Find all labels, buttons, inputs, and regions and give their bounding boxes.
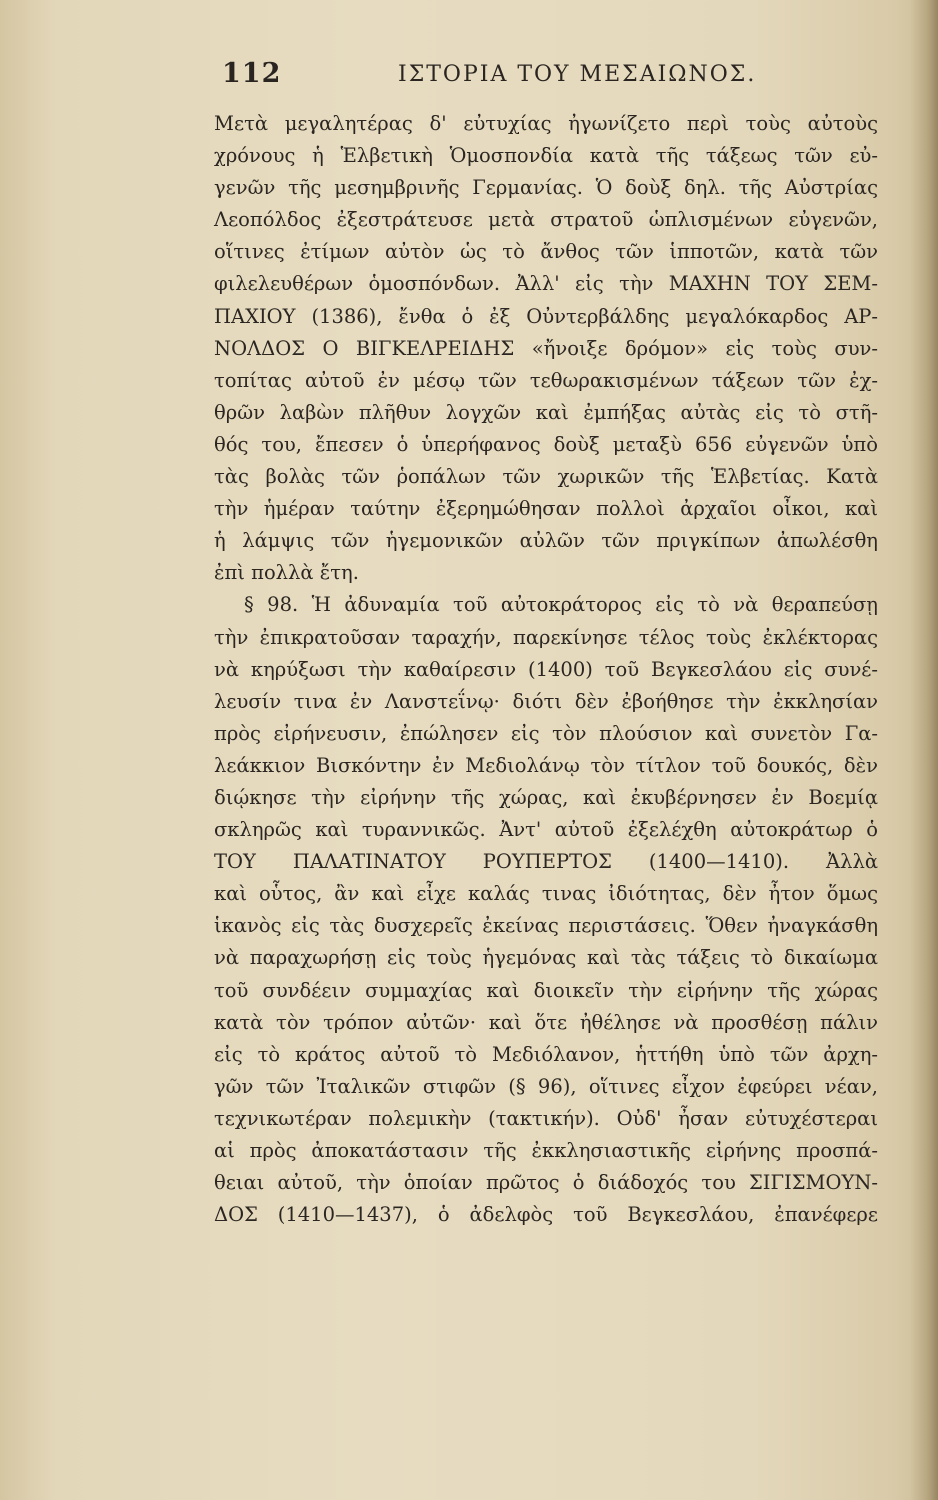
text-line: ΔΟΣ (1410—1437), ὁ ἀδελφὸς τοῦ Βεγκεσλάου, ἐπανέφερε bbox=[214, 1203, 878, 1227]
text-line: εἰς τὸ κράτος αὐτοῦ τὸ Μεδιόλανον, ἡττήθη ὑπὸ τῶν ἀρχη- bbox=[214, 1042, 878, 1066]
text-line: ἡ λάμψις τῶν ἡγεμονικῶν αὐλῶν τῶν πριγκίπων ἀπωλέσθη bbox=[214, 529, 878, 553]
text-line: τὴν ἐπικρατοῦσαν ταραχήν, παρεκίνησε τέλος τοὺς ἐκλέκτορας bbox=[214, 625, 878, 649]
text-line: λεάκκιον Βισκόντην ἐν Μεδιολάνῳ τὸν τίτλον τοῦ δουκός, δὲν bbox=[214, 753, 878, 777]
body-text bbox=[214, 108, 878, 1231]
text-line: ΤΟΥ ΠΑΛΑΤΙΝΑΤΟΥ ΡΟΥΠΕΡΤΟΣ (1400—1410). Ἀλλὰ bbox=[214, 850, 878, 874]
section-start-line: § 98. Ἡ ἀδυναμία τοῦ αὐτοκράτορος εἰς τὸ νὰ θεραπεύσῃ bbox=[244, 593, 878, 617]
text-line: νὰ κηρύξωσι τὴν καθαίρεσιν (1400) τοῦ Βεγκεσλάου εἰς συνέ- bbox=[214, 657, 878, 681]
text-line: κατὰ τὸν τρόπον αὐτῶν· καὶ ὅτε ἠθέλησε νὰ προσθέσῃ πάλιν bbox=[214, 1010, 878, 1034]
text-line: τὰς βολὰς τῶν ῥοπάλων τῶν χωρικῶν τῆς Ἑλβετίας. Κατὰ bbox=[214, 465, 878, 489]
text-line: Μετὰ μεγαλητέρας δ' εὐτυχίας ἠγωνίζετο περὶ τοὺς αὐτοὺς bbox=[214, 112, 878, 135]
page-edge-shadow bbox=[910, 0, 938, 1500]
text-line: αἱ πρὸς ἀποκατάστασιν τῆς ἐκκλησιαστικῆς εἰρήνης προσπά- bbox=[214, 1139, 878, 1162]
text-line: Λεοπόλδος ἐξεστράτευσε μετὰ στρατοῦ ὡπλισμένων εὐγενῶν, bbox=[214, 208, 878, 232]
text-line: τεχνικωτέραν πολεμικὴν (τακτικήν). Οὐδ' ἦσαν εὐτυχέστεραι bbox=[214, 1106, 878, 1130]
running-header bbox=[0, 58, 938, 98]
text-line: τοπίτας αὐτοῦ ἐν μέσῳ τῶν τεθωρακισμένων τάξεων τῶν ἐχ- bbox=[214, 368, 878, 392]
text-line: διῴκησε τὴν εἰρήνην τῆς χώρας, καὶ ἐκυβέρνησεν ἐν Βοεμίᾳ bbox=[214, 785, 878, 809]
text-line: τοῦ συνδέειν συμμαχίας καὶ διοικεῖν τὴν εἰρήνην τῆς χώρας bbox=[214, 978, 878, 1002]
text-line: νὰ παραχωρήσῃ εἰς τοὺς ἡγεμόνας καὶ τὰς τάξεις τὸ δικαίωμα bbox=[214, 946, 878, 970]
text-line: γενῶν τῆς μεσημβρινῆς Γερμανίας. Ὁ δοὺξ δηλ. τῆς Αὐστρίας bbox=[214, 176, 878, 200]
text-line: τὴν ἡμέραν ταύτην ἐξερημώθησαν πολλοὶ ἀρχαῖοι οἶκοι, καὶ bbox=[214, 497, 878, 521]
text-line: θός του, ἔπεσεν ὁ ὑπερήφανος δοὺξ μεταξὺ 656 εὐγενῶν ὑπὸ bbox=[214, 432, 878, 456]
paragraph-end-line: ἐπὶ πολλὰ ἔτη. bbox=[214, 561, 359, 585]
text-line: καὶ οὗτος, ἂν καὶ εἶχε καλάς τινας ἰδιότητας, δὲν ἦτον ὅμως bbox=[214, 882, 878, 906]
text-line: φιλελευθέρων ὁμοσπόνδων. Ἀλλ' εἰς τὴν ΜΑΧΗΝ ΤΟΥ ΣΕΜ- bbox=[214, 272, 878, 296]
page-number: 112 bbox=[222, 58, 282, 89]
text-line: λευσίν τινα ἐν Λανστεΐνῳ· διότι δὲν ἐβοήθησε τὴν ἐκκλησίαν bbox=[214, 689, 878, 713]
text-line: ΠΑΧΙΟΥ (1386), ἔνθα ὁ ἐξ Οὐντερβάλδης μεγαλόκαρδος ΑΡ- bbox=[214, 304, 878, 328]
text-line: θρῶν λαβὼν πλῆθυν λογχῶν καὶ ἐμπήξας αὐτὰς εἰς τὸ στῆ- bbox=[214, 400, 878, 424]
text-line: σκληρῶς καὶ τυραννικῶς. Ἀντ' αὐτοῦ ἐξελέχθη αὐτοκράτωρ ὁ bbox=[214, 818, 878, 842]
text-line: ἱκανὸς εἰς τὰς δυσχερεῖς ἐκείνας περιστάσεις. Ὅθεν ἠναγκάσθη bbox=[214, 914, 878, 938]
running-title: ΙΣΤΟΡΙΑ ΤΟΥ ΜΕΣΑΙΩΝΟΣ. bbox=[398, 62, 757, 87]
text-line: ΝΟΛΔΟΣ Ο ΒΙΓΚΕΛΡΕΙΔΗΣ «ἤνοιξε δρόμον» εἰς τοὺς συν- bbox=[214, 336, 878, 360]
text-line: γῶν τῶν Ἰταλικῶν στιφῶν (§ 96), οἵτινες εἶχον ἐφεύρει νέαν, bbox=[214, 1074, 878, 1098]
text-line: οἵτινες ἐτίμων αὐτὸν ὡς τὸ ἄνθος τῶν ἱπποτῶν, κατὰ τῶν bbox=[214, 240, 878, 264]
text-line: χρόνους ἡ Ἑλβετικὴ Ὁμοσπονδία κατὰ τῆς τάξεως τῶν εὐ- bbox=[214, 144, 878, 168]
text-line: θειαι αὐτοῦ, τὴν ὁποίαν πρῶτος ὁ διάδοχός του ΣΙΓΙΣΜΟΥΝ- bbox=[214, 1171, 878, 1195]
text-line: πρὸς εἰρήνευσιν, ἐπώλησεν εἰς τὸν πλούσιον καὶ συνετὸν Γα- bbox=[214, 721, 878, 745]
